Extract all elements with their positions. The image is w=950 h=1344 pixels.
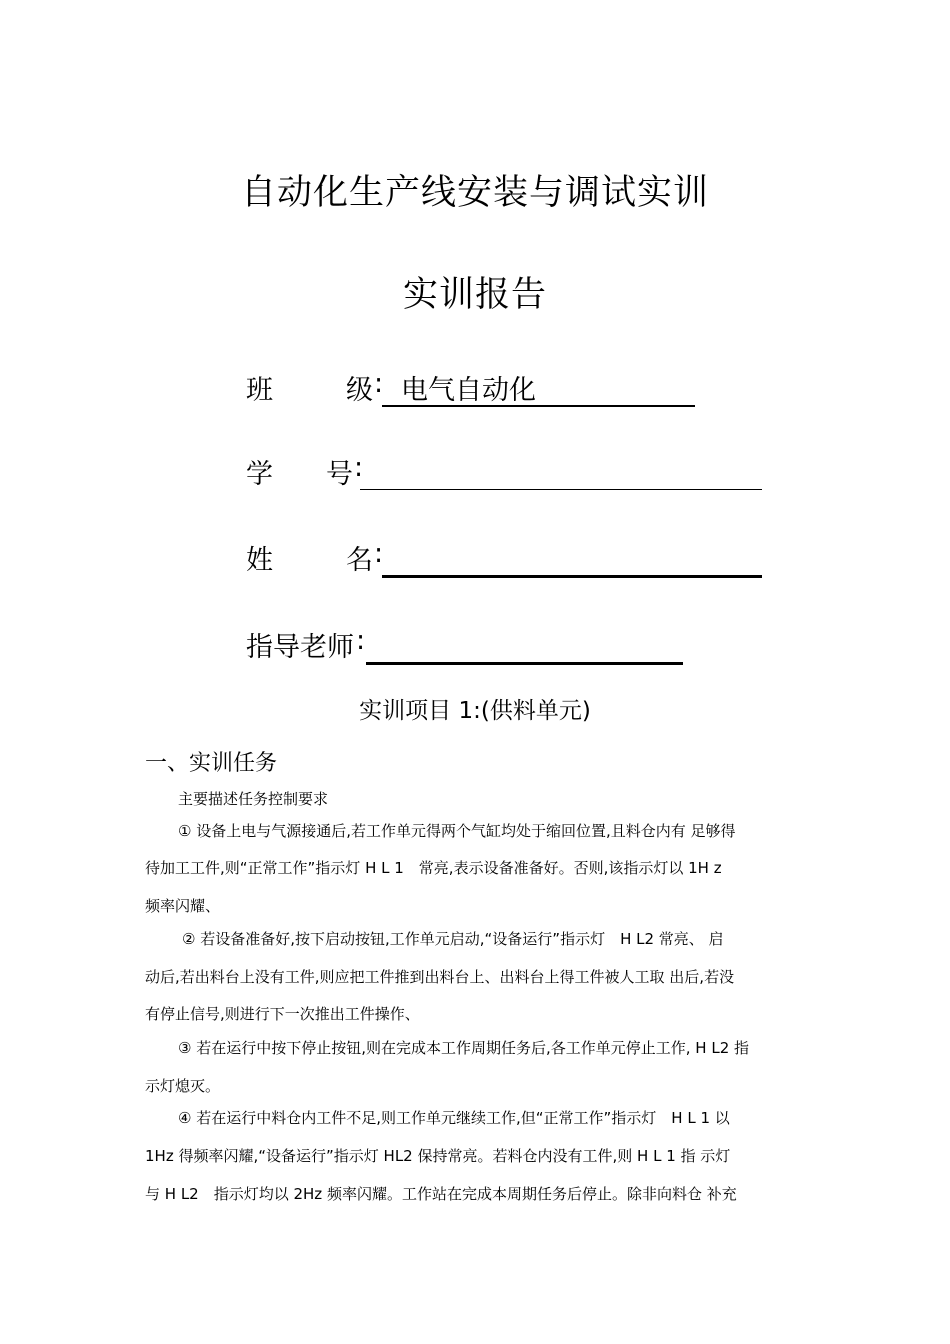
project-title: 实训项目 1:(供料单元) — [359, 698, 591, 724]
paragraph-line: 与 H L2 指示灯均以 2Hz 频率闪耀。工作站在完成本周期任务后停止。除非向料仓 补充 — [145, 1185, 737, 1203]
teacher-label: 指导老师 — [246, 632, 354, 663]
class-value: 电气自动化 — [401, 375, 536, 406]
class-underline — [382, 405, 695, 407]
student-id-label-char2: 号 — [326, 459, 353, 490]
paragraph-line: 频率闪耀、 — [145, 897, 221, 915]
intro-text: 主要描述任务控制要求 — [178, 790, 329, 808]
class-label-char1: 班 — [246, 375, 273, 406]
report-title: 自动化生产线安装与调试实训 — [240, 173, 709, 213]
teacher-colon: : — [356, 625, 366, 656]
paragraph-line: ② 若设备准备好,按下启动按钮,工作单元启动,“设备运行”指示灯 H L2 常亮、 启 — [182, 930, 724, 948]
class-field — [246, 368, 706, 414]
paragraph-line: ④ 若在运行中料仓内工件不足,则工作单元继续工作,但“正常工作”指示灯 H L 1 以 — [178, 1109, 730, 1127]
paragraph-line: 待加工工件,则“正常工作”指示灯 H L 1 常亮,表示设备准备好。否则,该指示灯以 1H z — [145, 859, 722, 877]
name-colon: : — [374, 538, 384, 569]
name-underline — [382, 575, 762, 578]
name-field — [246, 538, 766, 584]
student-id-underline — [360, 489, 762, 490]
teacher-underline — [366, 662, 683, 665]
paragraph-line: 有停止信号,则进行下一次推出工件操作、 — [145, 1005, 420, 1023]
name-label-char2: 名 — [346, 545, 373, 576]
name-label-char1: 姓 — [246, 545, 273, 576]
class-colon: : — [374, 368, 384, 399]
paragraph-line: 示灯熄灭。 — [145, 1077, 221, 1095]
teacher-field — [246, 625, 706, 671]
student-id-field — [246, 452, 766, 498]
student-id-colon: : — [354, 452, 364, 483]
paragraph-line: 1Hz 得频率闪耀,“设备运行”指示灯 HL2 保持常亮。若料仓内没有工件,则 H L 1 指 示灯 — [145, 1147, 731, 1165]
paragraph-line: ③ 若在运行中按下停止按钮,则在完成本工作周期任务后,各工作单元停止工作, H L2 指 — [178, 1039, 750, 1057]
section-heading: 一、实训任务 — [145, 751, 278, 776]
student-id-label-char1: 学 — [246, 459, 273, 490]
paragraph-line: ① 设备上电与气源接通后,若工作单元得两个气缸均处于缩回位置,且料仓内有 足够得 — [178, 822, 736, 840]
class-label-char2: 级 — [346, 375, 373, 406]
report-subtitle: 实训报告 — [402, 275, 547, 315]
paragraph-line: 动后,若出料台上没有工件,则应把工件推到出料台上、出料台上得工件被人工取 出后,若没 — [145, 968, 735, 986]
